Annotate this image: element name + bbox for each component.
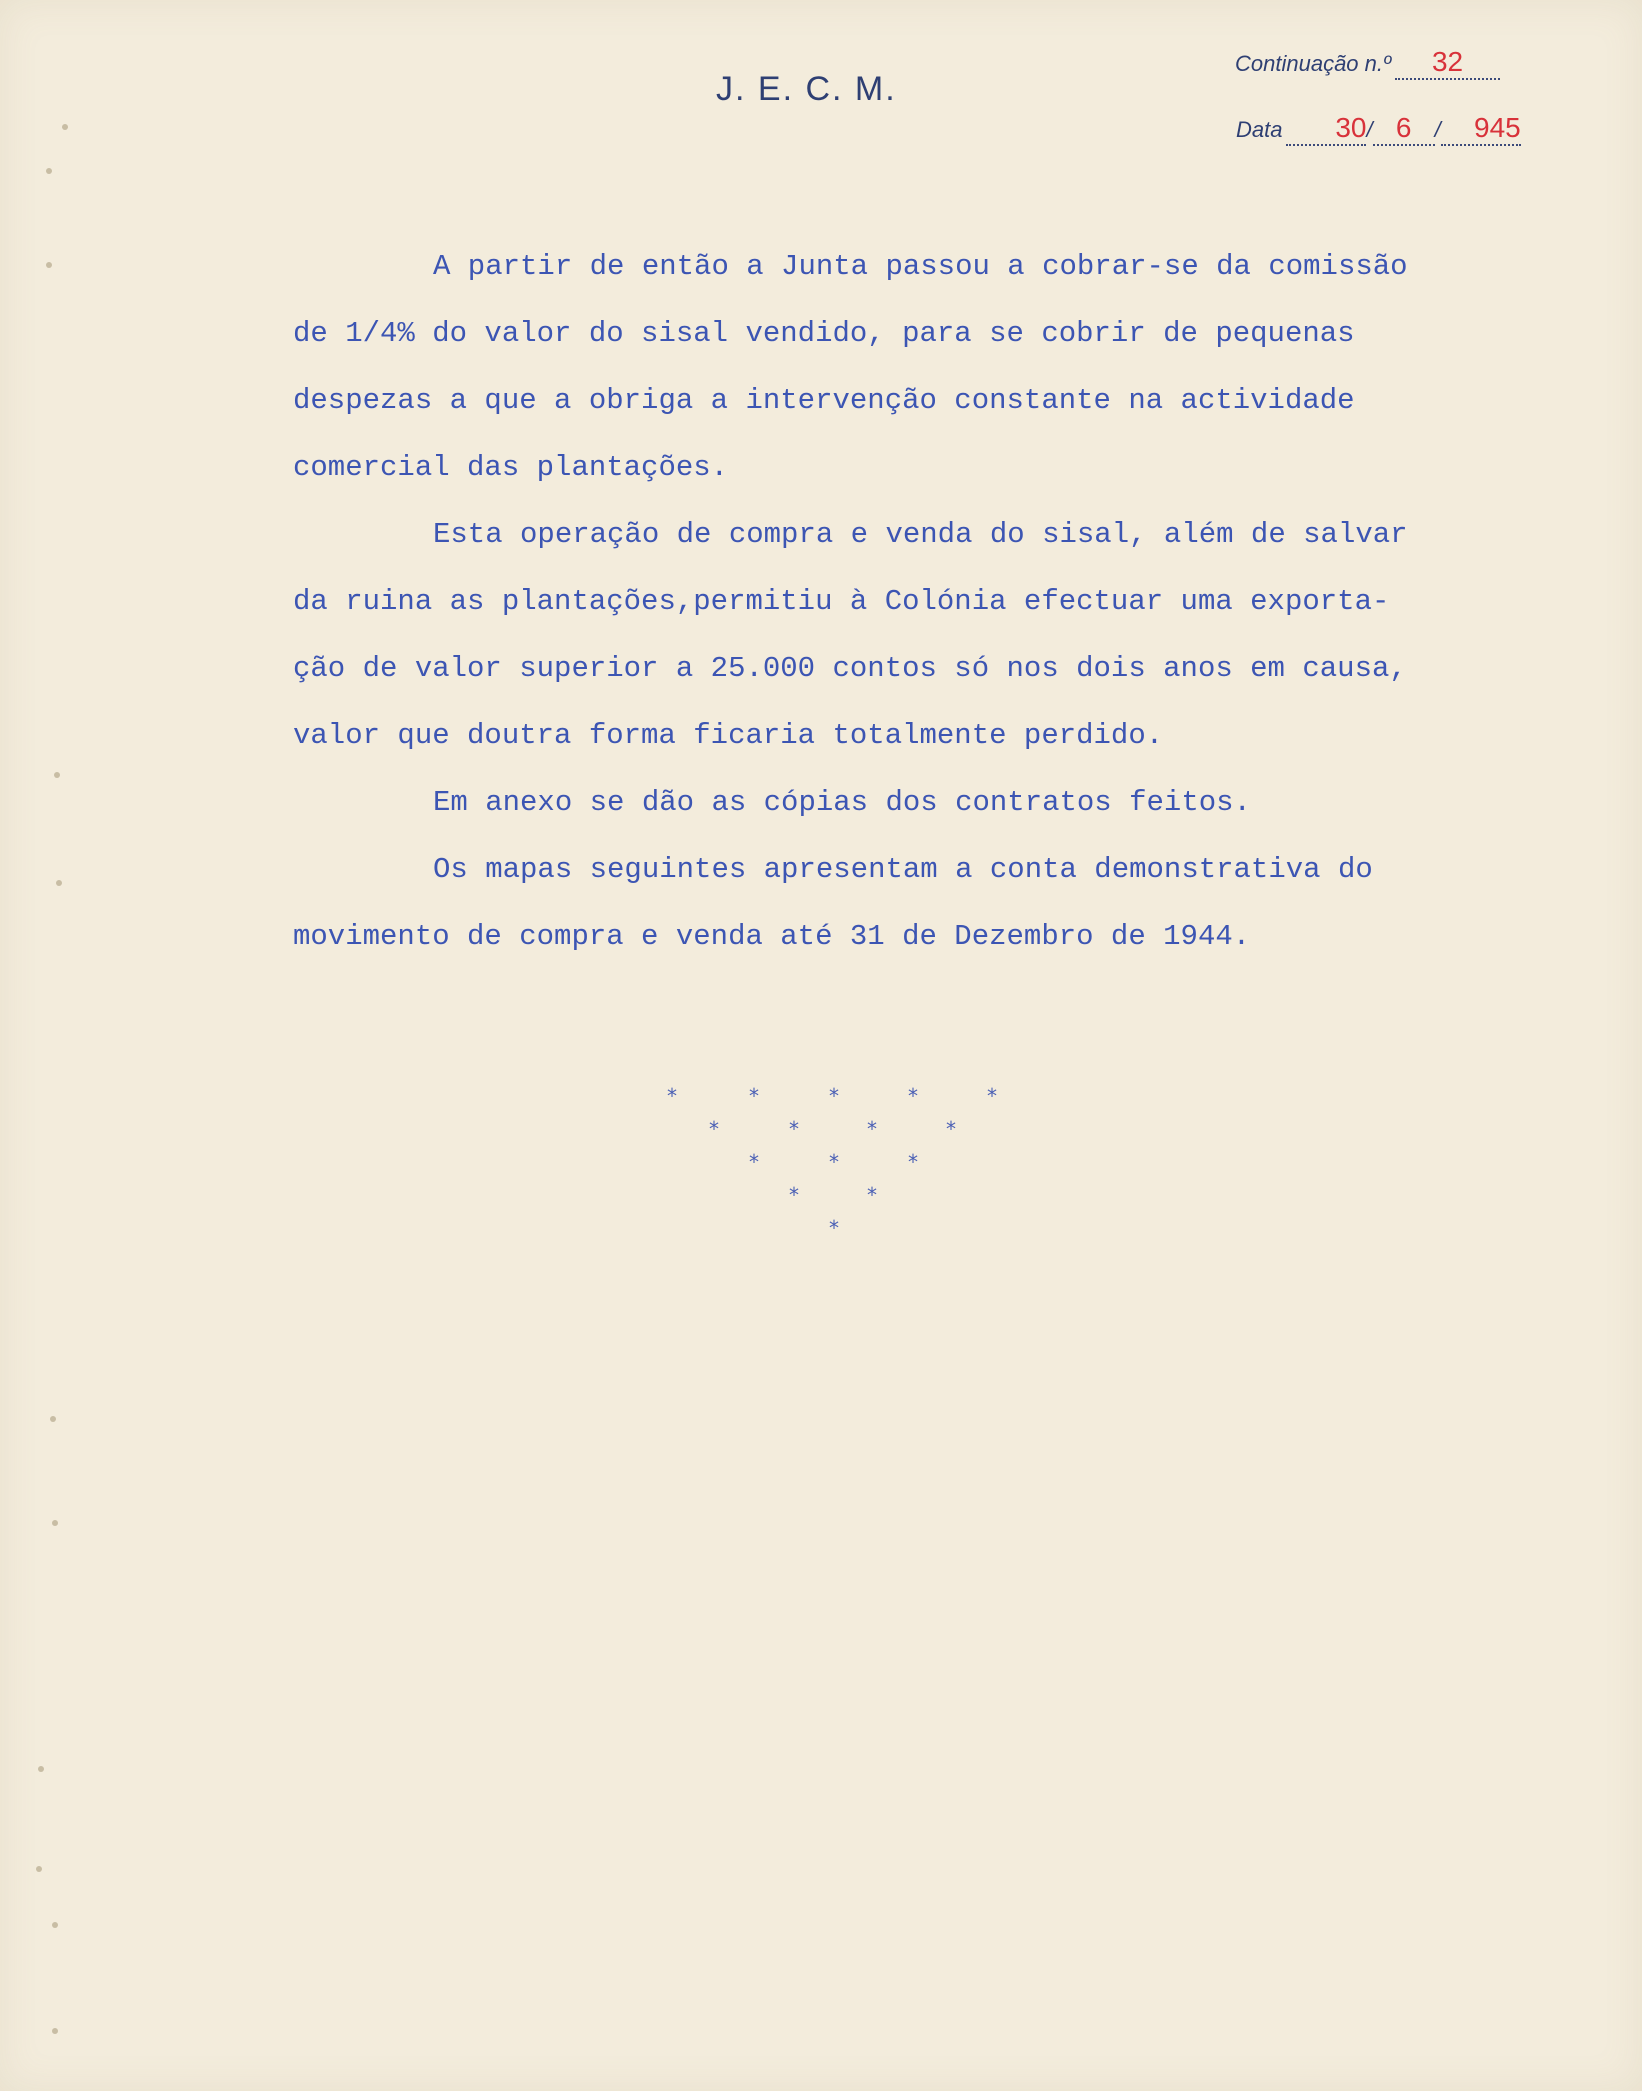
text-line: de 1/4% do valor do sisal vendido, para se cobrir de pequenas	[293, 317, 1355, 350]
date-label: Data	[1236, 117, 1283, 142]
continuation-label: Continuação n.º	[1235, 51, 1392, 76]
asterisk-icon: *	[749, 1084, 759, 1108]
text-line: Em anexo se dão as cópias dos contratos feitos.	[433, 786, 1251, 819]
asterisk-icon: *	[709, 1117, 719, 1141]
asterisk-icon: *	[829, 1084, 839, 1108]
binder-hole	[62, 124, 68, 130]
date-field	[1236, 112, 1521, 146]
paragraph-maps	[293, 836, 1573, 970]
text-line: ção de valor superior a 25.000 contos só nos dois anos em causa,	[293, 652, 1407, 685]
binder-hole	[56, 880, 62, 886]
asterisk-icon: *	[667, 1084, 677, 1108]
date-day: 30	[1335, 112, 1367, 143]
date-separator-1: /	[1366, 117, 1373, 142]
binder-hole	[38, 1766, 44, 1772]
binder-hole	[52, 1922, 58, 1928]
date-month: 6	[1395, 112, 1412, 143]
text-line: A partir de então a Junta passou a cobrar-se da comissão	[433, 250, 1408, 283]
date-year: 945	[1474, 112, 1521, 143]
continuation-number-slot	[1395, 46, 1500, 80]
paragraph-annex	[293, 769, 1573, 836]
text-line: despezas a que a obriga a intervenção constante na actividade	[293, 384, 1355, 417]
date-year-slot	[1441, 112, 1521, 146]
asterisk-icon: *	[908, 1084, 918, 1108]
binder-hole	[50, 1416, 56, 1422]
text-line: Os mapas seguintes apresentam a conta demonstrativa do	[433, 853, 1373, 886]
paragraph-operation	[293, 501, 1573, 769]
asterisk-icon: *	[789, 1183, 799, 1207]
asterisk-icon: *	[829, 1216, 839, 1240]
binder-hole	[46, 168, 52, 174]
letter-body	[293, 233, 1573, 970]
binder-hole	[46, 262, 52, 268]
continuation-number: 32	[1431, 46, 1464, 77]
asterisk-icon: *	[749, 1150, 759, 1174]
paragraph-commission	[293, 233, 1573, 501]
organization-header: J. E. C. M.	[716, 70, 897, 108]
asterisk-icon: *	[829, 1150, 839, 1174]
asterisk-icon: *	[987, 1084, 997, 1108]
binder-hole	[54, 772, 60, 778]
text-line: Esta operação de compra e venda do sisal, além de salvar	[433, 518, 1408, 551]
text-line: comercial das plantações.	[293, 451, 729, 484]
binder-hole	[52, 1520, 58, 1526]
binder-hole	[52, 2028, 58, 2034]
text-line: movimento de compra e venda até 31 de Dezembro de 1944.	[293, 920, 1251, 953]
continuation-field	[1235, 46, 1500, 80]
date-separator-2: /	[1434, 117, 1441, 142]
asterisk-icon: *	[946, 1117, 956, 1141]
binder-hole	[36, 1866, 42, 1872]
date-day-slot	[1286, 112, 1366, 146]
text-line: da ruina as plantações,permitiu à Colónia efectuar uma exporta-	[293, 585, 1390, 618]
date-month-slot	[1373, 112, 1435, 146]
asterisk-icon: *	[789, 1117, 799, 1141]
asterisk-icon: *	[867, 1183, 877, 1207]
asterisk-icon: *	[867, 1117, 877, 1141]
asterisk-icon: *	[908, 1150, 918, 1174]
text-line: valor que doutra forma ficaria totalmente perdido.	[293, 719, 1164, 752]
